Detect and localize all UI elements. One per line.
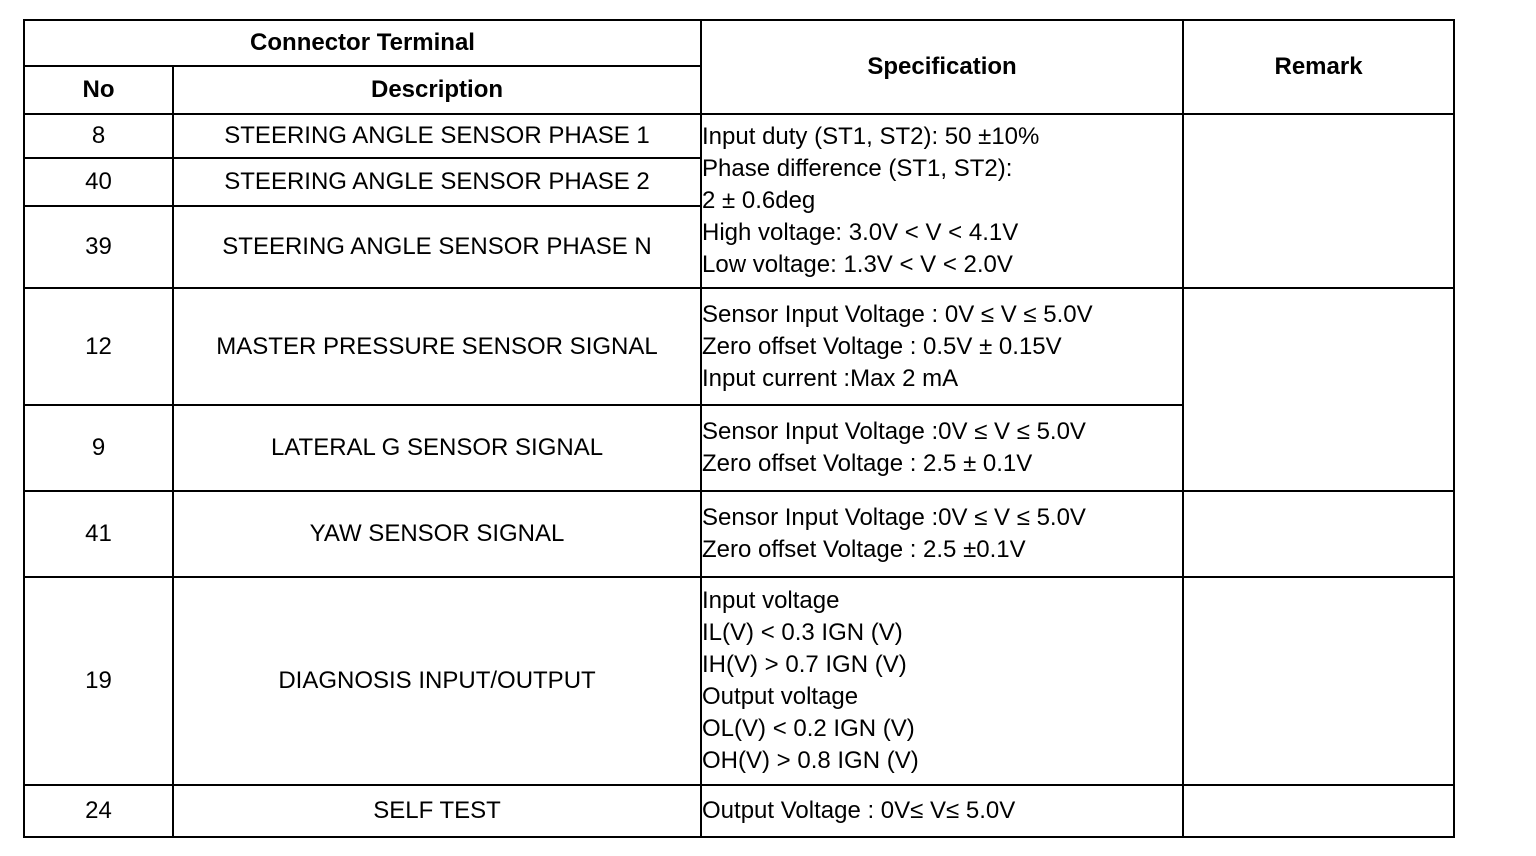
spec-line: OH(V) > 0.8 IGN (V) <box>702 747 919 774</box>
connector-terminal-header: Connector Terminal <box>24 20 701 66</box>
terminal-no: 8 <box>24 114 173 158</box>
spec-line: Input voltage <box>702 587 840 614</box>
spec-line: Phase difference (ST1, ST2): <box>702 155 1013 182</box>
spec-line: IL(V) < 0.3 IGN (V) <box>702 619 903 646</box>
spec-line: Input duty (ST1, ST2): 50 ±10% <box>702 123 1040 150</box>
specification-header: Specification <box>701 20 1183 114</box>
table-row <box>24 114 1454 158</box>
terminal-no: 12 <box>24 288 173 405</box>
specification-cell <box>701 114 1183 288</box>
terminal-description: STEERING ANGLE SENSOR PHASE N <box>173 206 701 288</box>
remark-cell <box>1183 114 1454 288</box>
spec-line: 2 ± 0.6deg <box>702 187 816 214</box>
terminal-description: STEERING ANGLE SENSOR PHASE 2 <box>173 158 701 206</box>
spec-line: IH(V) > 0.7 IGN (V) <box>702 651 907 678</box>
specification-cell <box>701 405 1183 491</box>
terminal-description: SELF TEST <box>173 785 701 837</box>
table-row <box>24 577 1454 785</box>
spec-line: Sensor Input Voltage : 0V ≤ V ≤ 5.0V <box>702 300 1093 328</box>
description-header: Description <box>173 66 701 114</box>
spec-line: Output Voltage : 0V≤ V≤ 5.0V <box>702 797 1016 824</box>
header-row-top <box>24 20 1454 66</box>
table-row <box>24 785 1454 837</box>
spec-line: Output voltage <box>702 683 859 710</box>
spec-line: Low voltage: 1.3V < V < 2.0V <box>702 251 1013 278</box>
terminal-no: 41 <box>24 491 173 577</box>
spec-line: Zero offset Voltage : 2.5 ±0.1V <box>702 536 1026 563</box>
terminal-no: 39 <box>24 206 173 288</box>
remark-header: Remark <box>1183 20 1454 114</box>
remark-cell <box>1183 491 1454 577</box>
specification-cell <box>701 577 1183 785</box>
terminal-no: 19 <box>24 577 173 785</box>
spec-line: OL(V) < 0.2 IGN (V) <box>702 715 915 742</box>
terminal-description: STEERING ANGLE SENSOR PHASE 1 <box>173 114 701 158</box>
terminal-no: 24 <box>24 785 173 837</box>
spec-line: Sensor Input Voltage :0V ≤ V ≤ 5.0V <box>702 418 1086 445</box>
spec-line: Input current :Max 2 mA <box>702 364 959 392</box>
spec-line: Zero offset Voltage : 0.5V ± 0.15V <box>702 332 1062 360</box>
spec-line: High voltage: 3.0V < V < 4.1V <box>702 219 1019 246</box>
terminal-description: YAW SENSOR SIGNAL <box>173 491 701 577</box>
specification-cell <box>701 491 1183 577</box>
connector-terminal-table <box>23 19 1455 838</box>
terminal-description: MASTER PRESSURE SENSOR SIGNAL <box>173 288 701 405</box>
table-row <box>24 491 1454 577</box>
table-row <box>24 288 1454 405</box>
remark-cell <box>1183 577 1454 785</box>
remark-cell <box>1183 288 1454 491</box>
terminal-no: 9 <box>24 405 173 491</box>
spec-line: Zero offset Voltage : 2.5 ± 0.1V <box>702 450 1033 477</box>
terminal-description: DIAGNOSIS INPUT/OUTPUT <box>173 577 701 785</box>
specification-cell <box>701 785 1183 837</box>
remark-cell <box>1183 785 1454 837</box>
no-header: No <box>24 66 173 114</box>
terminal-no: 40 <box>24 158 173 206</box>
terminal-description: LATERAL G SENSOR SIGNAL <box>173 405 701 491</box>
specification-cell <box>701 288 1183 405</box>
spec-line: Sensor Input Voltage :0V ≤ V ≤ 5.0V <box>702 504 1086 531</box>
